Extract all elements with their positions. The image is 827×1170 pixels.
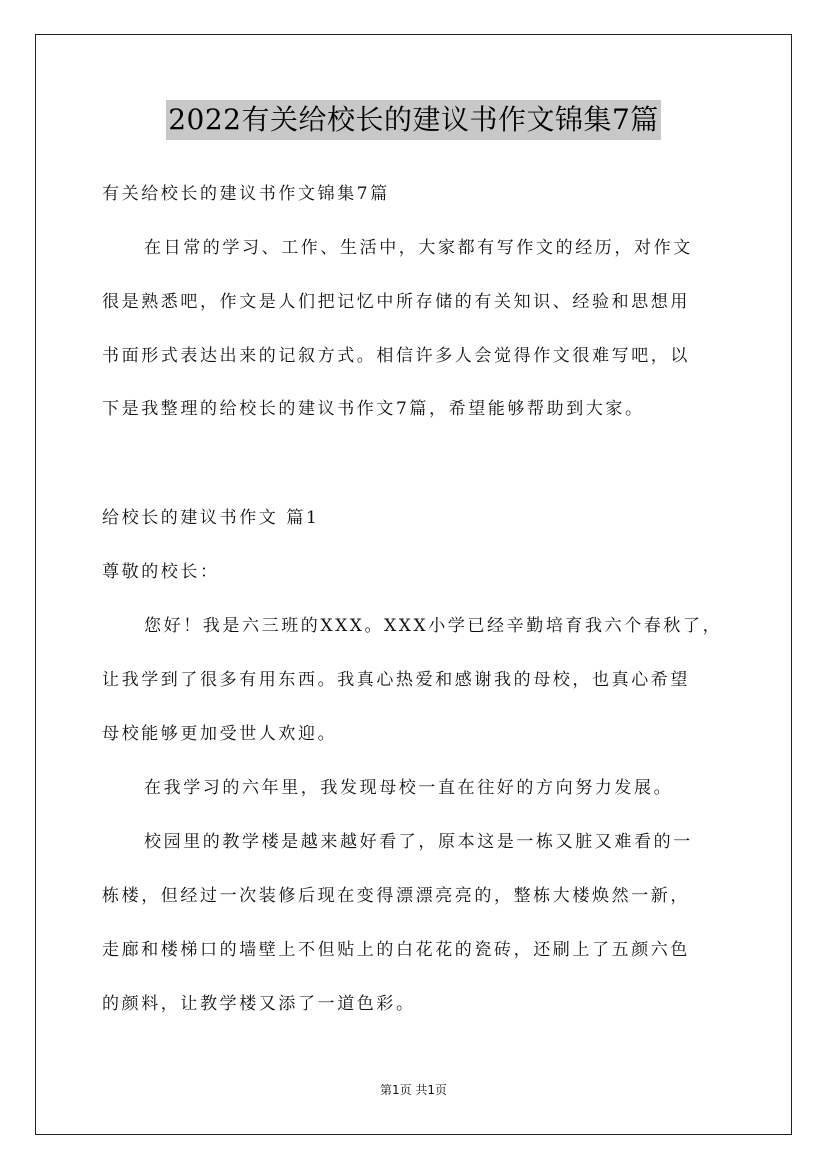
intro-line: 下是我整理的给校长的建议书作文7篇，希望能够帮助到大家。 [102,399,645,419]
intro-line: 在日常的学习、工作、生活中，大家都有写作文的经历，对作文 [144,238,693,258]
body-line: 的颜料，让教学楼又添了一道色彩。 [102,994,416,1014]
section-heading: 给校长的建议书作文 篇1 [102,508,320,528]
body-line: 栋楼，但经过一次装修后现在变得漂漂亮亮的，整栋大楼焕然一新， [102,886,690,906]
salutation: 尊敬的校长： [102,562,220,582]
document-title: 2022有关给校长的建议书作文锦集7篇 [166,100,661,140]
body-line: 在我学习的六年里，我发现母校一直在往好的方向努力发展。 [144,778,674,798]
body-line: 校园里的教学楼是越来越好看了，原本这是一栋又脏又难看的一 [144,832,693,852]
body-line: 走廊和楼梯口的墙壁上不但贴上的白花花的瓷砖，还刷上了五颜六色 [102,940,690,960]
title-container [0,100,827,140]
body-line: 母校能够更加受世人欢迎。 [102,724,338,744]
body-line: 您好！我是六三班的XXX。XXX小学已经辛勤培育我六个春秋了， [144,616,723,636]
intro-line: 很是熟悉吧，作文是人们把记忆中所存储的有关知识、经验和思想用 [102,292,690,312]
intro-line: 书面形式表达出来的记叙方式。相信许多人会觉得作文很难写吧，以 [102,346,690,366]
page-number: 第1页 共1页 [379,1083,448,1097]
document-subtitle: 有关给校长的建议书作文锦集7篇 [102,184,390,204]
body-line: 让我学到了很多有用东西。我真心热爱和感谢我的母校，也真心希望 [102,670,690,690]
